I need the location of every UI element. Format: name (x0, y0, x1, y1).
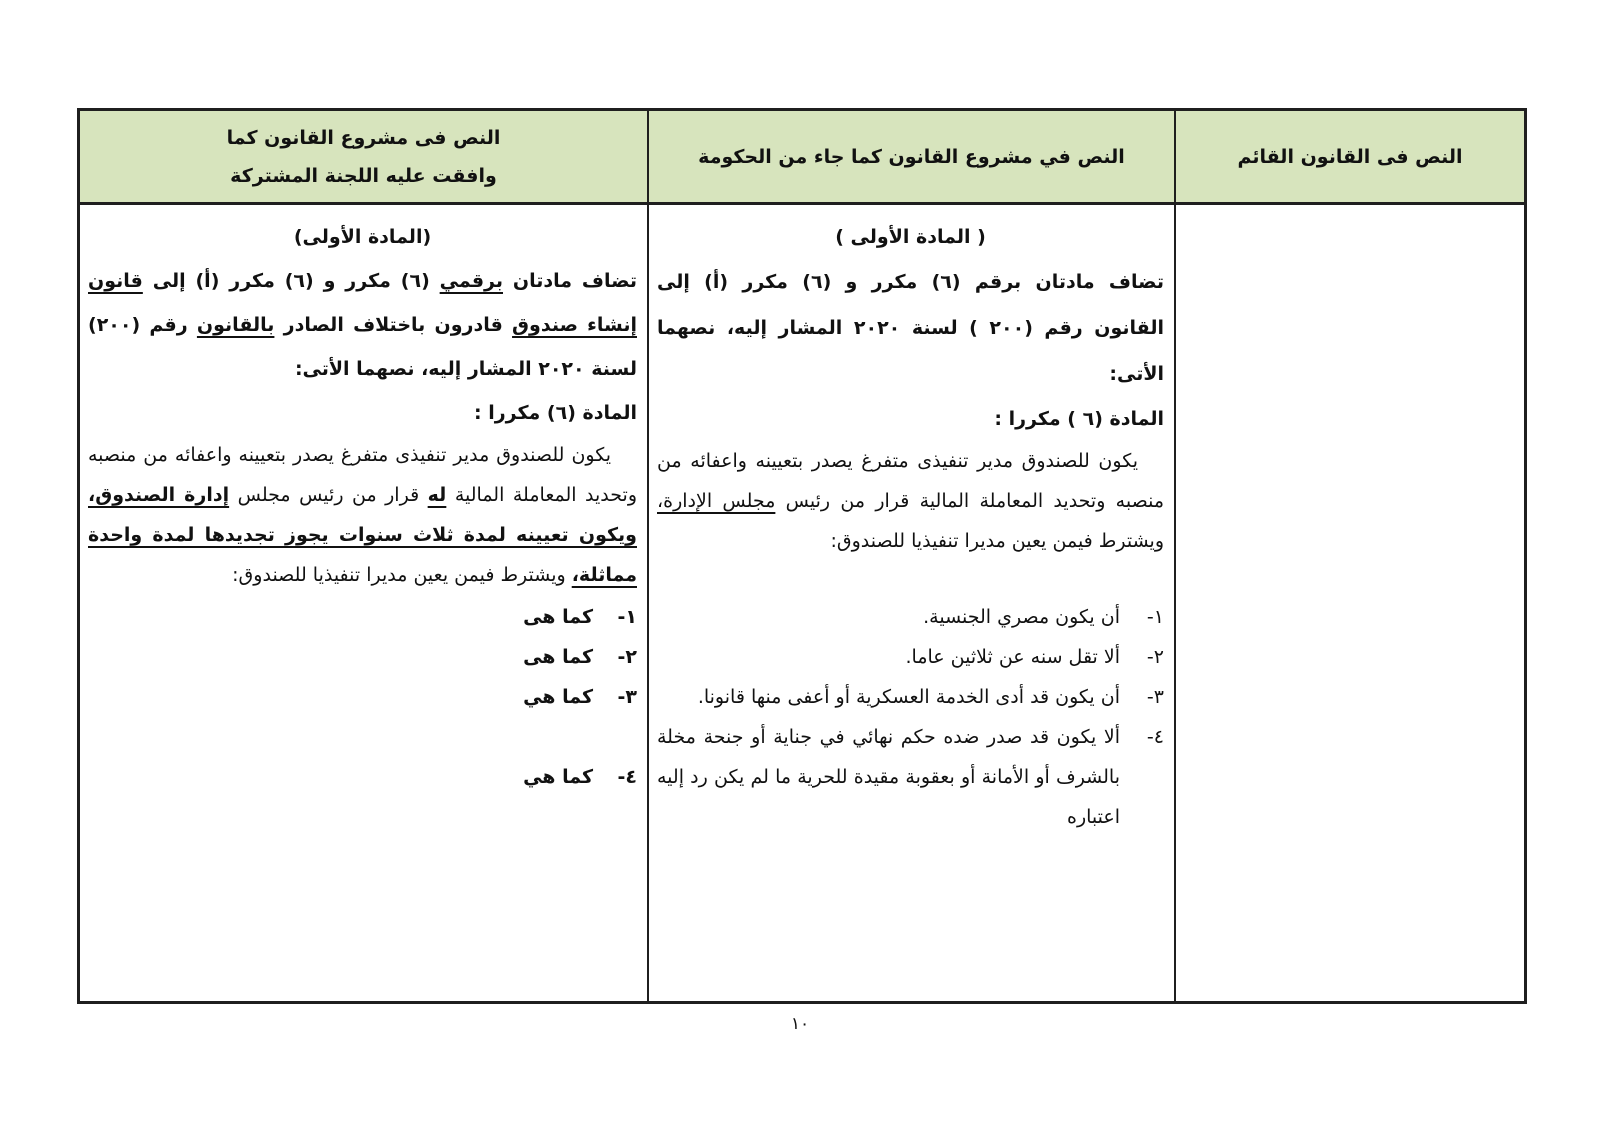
item-text: كما هي (523, 686, 593, 708)
committee-article6-body (88, 435, 637, 595)
header-committee-text (80, 111, 647, 205)
item-number: ٢- (1146, 646, 1164, 668)
government-body-part: ويشترط فيمن يعين مديرا تنفيذيا للصندوق: (830, 530, 1164, 552)
header-existing-law (1174, 111, 1524, 205)
committee-intro-part: قادرون باختلاف الصادر (274, 314, 513, 336)
committee-body-part: قرار من رئيس مجلس (229, 484, 428, 506)
committee-intro (88, 259, 637, 391)
government-intro: تضاف مادتان برقم (٦) مكرر و (٦) مكرر (أ) إلى القانون رقم (٢٠٠ ) لسنة ٢٠٢٠ المشار إليه، نصهما الأتى: (657, 271, 1164, 385)
committee-body-part: ويشترط فيمن يعين مديرا تنفيذيا للصندوق: (232, 564, 572, 586)
government-article6-body (657, 441, 1164, 561)
list-item (657, 597, 1164, 637)
page-number: ١٠ (790, 1014, 810, 1034)
header-government-label: النص في مشروع القانون كما جاء من الحكومة (698, 145, 1125, 168)
item-text: كما هي (523, 766, 593, 788)
committee-body-underlined: له (427, 484, 447, 506)
committee-conditions-list (88, 597, 637, 797)
item-number: ٤- (617, 766, 637, 788)
committee-intro-part: تضاف مادتان (503, 270, 637, 292)
item-number: ٣- (617, 686, 637, 708)
government-article-title: ( المادة الأولى ) (835, 226, 986, 248)
government-text-cell (647, 205, 1174, 1001)
header-government-text (647, 111, 1174, 205)
item-text: كما هى (523, 606, 593, 628)
item-number: ١- (617, 606, 637, 628)
item-text: أن يكون مصري الجنسية. (923, 606, 1120, 628)
committee-intro-underlined: بالقانون (196, 314, 275, 336)
committee-intro-part: رقم (٢٠٠) لسنة ٢٠٢٠ المشار إليه، نصهما الأتى: (88, 314, 637, 380)
government-body-underlined: مجلس الإدارة، (657, 490, 776, 512)
header-existing-label: النص فى القانون القائم (1237, 145, 1463, 168)
committee-article6-title: المادة (٦) مكررا : (473, 402, 637, 424)
item-text: ألا يكون قد صدر ضده حكم نهائي في جناية أو جنحة مخلة بالشرف أو الأمانة أو بعقوبة مقيدة للحرية ما لم يكن رد إليه اعتباره (657, 726, 1120, 828)
list-item (88, 597, 637, 637)
item-number: ٤- (1146, 726, 1164, 748)
header-committee-label: النص فى مشروع القانون كما وافقت عليه اللجنة المشتركة (226, 126, 501, 187)
list-item (88, 637, 637, 677)
government-article6-title: المادة (٦ ) مكررا : (994, 408, 1164, 430)
comparison-table (77, 108, 1527, 1004)
item-text: كما هى (523, 646, 593, 668)
committee-article-title: (المادة الأولى) (293, 226, 432, 248)
committee-text-cell (80, 205, 647, 1001)
list-item (88, 757, 637, 797)
government-body-part: يكون للصندوق مدير تنفيذى متفرغ يصدر بتعيينه واعفائه من منصبه وتحديد المعاملة المالية قرار من رئيس (657, 450, 1164, 512)
government-conditions-list (657, 597, 1164, 837)
item-text: ألا تقل سنه عن ثلاثين عاما. (905, 646, 1120, 668)
list-item (657, 717, 1164, 837)
item-text: أن يكون قد أدى الخدمة العسكرية أو أعفى منها قانونا. (697, 686, 1120, 708)
committee-intro-part: (٦) مكرر و (٦) مكرر (أ) إلى (142, 270, 440, 292)
list-item (657, 637, 1164, 677)
committee-intro-underlined: برقمي (439, 270, 503, 292)
list-item (88, 677, 637, 717)
item-number: ٢- (617, 646, 637, 668)
committee-intro-underlined: قانون إنشاء صندوق (88, 270, 637, 336)
committee-body-underlined: إدارة الصندوق، ويكون تعيينه لمدة ثلاث سنوات يجوز تجديدها لمدة واحدة مماثلة، (88, 484, 637, 586)
committee-body-part: يكون للصندوق مدير تنفيذى متفرغ يصدر بتعيينه واعفائه من منصبه وتحديد المعاملة المالية (88, 444, 637, 506)
item-number: ١- (1146, 606, 1164, 628)
item-number: ٣- (1146, 686, 1164, 708)
existing-law-cell (1174, 205, 1524, 1001)
list-item (657, 677, 1164, 717)
